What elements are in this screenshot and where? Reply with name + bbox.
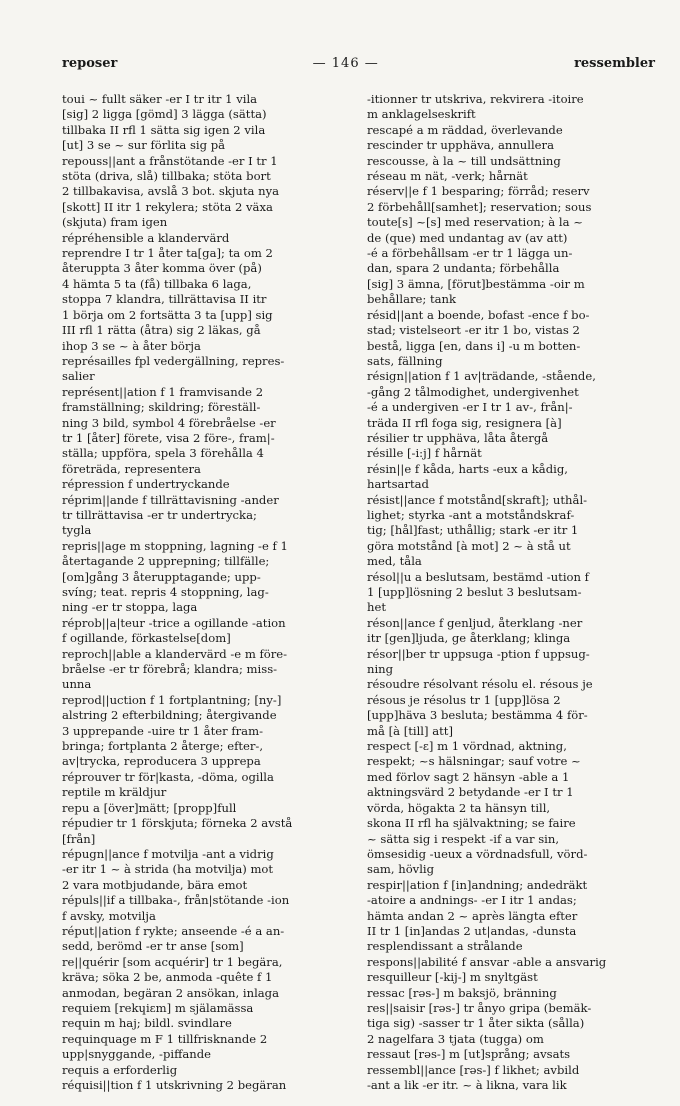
dictionary-line: 4 hämta 5 ta (få) tillbaka 6 laga, [62, 276, 252, 291]
dictionary-line: stad; vistelseort -er itr 1 bo, vistas 2 [367, 323, 580, 338]
dictionary-line: répudier tr 1 förskjuta; förneka 2 avstå [62, 816, 293, 831]
dictionary-line: [från] [62, 831, 96, 846]
dictionary-line: II tr 1 [in]andas 2 ut|andas, -dunsta [367, 923, 577, 938]
dictionary-line: ihop 3 se ~ à åter börja [62, 338, 201, 353]
dictionary-line: 2 tillbakavisa, avslå 3 bot. skjuta nya [62, 184, 280, 199]
dictionary-line: -é a förbehållsam -er tr 1 lägga un- [367, 246, 573, 261]
dictionary-line: bråelse -er tr förebrå; klandra; miss- [62, 662, 278, 677]
dictionary-line: ning -er tr stoppa, laga [62, 600, 198, 615]
dictionary-line: tiga sig) -sasser tr 1 åter sikta (sålla) [367, 1016, 585, 1031]
dictionary-line: résous je résolus tr 1 [upp]lösa 2 [367, 692, 561, 707]
dictionary-line: ställa; uppföra, spela 3 förehålla 4 [62, 446, 264, 461]
dictionary-line: res||saisir [rəs-] tr ånyo gripa (bemäk- [367, 1000, 592, 1015]
dictionary-line: [sig] 2 ligga [gömd] 3 lägga (sätta) [62, 107, 267, 122]
dictionary-line: reproch||able a klandervärd -e m före- [62, 646, 288, 661]
dictionary-line: sedd, berömd -er tr anse [som] [62, 939, 244, 954]
dictionary-line: dan, spara 2 undanta; förbehålla [367, 261, 560, 276]
dictionary-line: ressembl||ance [rəs-] f likhet; avbild [367, 1062, 580, 1077]
dictionary-line: må [à [till] att] [367, 723, 453, 738]
dictionary-line: [skott] II itr 1 rekylera; stöta 2 växa [62, 199, 273, 214]
dictionary-line: rescapé a m räddad, överlevande [367, 122, 563, 137]
dictionary-line: -atoire a andnings- -er I itr 1 andas; [367, 893, 577, 908]
dictionary-line: m anklagelseskrift [367, 107, 476, 122]
left-column [62, 92, 350, 1093]
dictionary-line: aktningsvärd 2 betydande -er I tr 1 [367, 785, 574, 800]
dictionary-line: återuppta 3 åter komma över (på) [62, 261, 262, 276]
dictionary-line: 3 upprepande -uire tr 1 åter fram- [62, 723, 263, 738]
dictionary-line: re||quérir [som acquérir] tr 1 begära, [62, 954, 283, 969]
dictionary-line: ning 3 bild, symbol 4 förebråelse -er [62, 415, 276, 430]
dictionary-line: sats, fällning [367, 353, 443, 368]
dictionary-line: [upp]häva 3 besluta; bestämma 4 för- [367, 708, 588, 723]
dictionary-line: rescousse, à la ~ till undsättning [367, 153, 561, 168]
dictionary-line: stöta (driva, slå) tillbaka; stöta bort [62, 169, 271, 184]
dictionary-line: respir||ation f [in]andning; andedräkt [367, 877, 588, 892]
dictionary-line: stoppa 7 klandra, tillrättavisa II itr [62, 292, 267, 307]
dictionary-line: -er itr 1 ~ à strida (ha motvilja) mot [62, 862, 274, 877]
dictionary-line: réquisi||tion f 1 utskrivning 2 begäran [62, 1078, 287, 1092]
dictionary-line: företräda, representera [62, 461, 201, 476]
dictionary-line: représailles fpl vedergällning, repres- [62, 353, 285, 368]
dictionary-line: -gång 2 tålmodighet, undergivenhet [367, 384, 579, 399]
dictionary-line: III rfl 1 rätta (åtra) sig 2 läkas, gå [62, 323, 261, 338]
dictionary-line: lighet; styrka -ant a motståndskraf- [367, 507, 575, 522]
dictionary-line: tig; [hål]fast; uthållig; stark -er itr 1 [367, 523, 579, 538]
dictionary-line: av|trycka, reproducera 3 upprepa [62, 754, 261, 769]
dictionary-line: répréhensible a klandervärd [62, 230, 230, 245]
dictionary-line: vörda, högakta 2 ta hänsyn till, [367, 800, 551, 815]
dictionary-line: résist||ance f motstånd[skraft]; uthål- [367, 492, 588, 507]
dictionary-line: repouss||ant a frånstötande -er I tr 1 [62, 153, 278, 168]
dictionary-line: réseau m nät, -verk; hårnät [367, 169, 528, 184]
dictionary-line: framställning; skildring; föreställ- [62, 400, 261, 415]
dictionary-line: med förlov sagt 2 hänsyn -able a 1 [367, 769, 570, 784]
dictionary-line: -é a undergiven -er I tr 1 av-, från|- [367, 400, 573, 415]
dictionary-line: toute[s] ~[s] med reservation; à la ~ [367, 215, 583, 230]
dictionary-line: upp|snyggande, -piffande [62, 1047, 212, 1062]
dictionary-line: résign||ation f 1 av|trädande, -stående, [367, 369, 596, 384]
dictionary-line: résor||ber tr uppsuga -ption f uppsug- [367, 646, 590, 661]
header-first-entry: reposer [62, 56, 118, 71]
dictionary-line: résoudre résolvant résolu el. résous je [367, 677, 593, 692]
dictionary-line: repris||age m stoppning, lagning -e f 1 [62, 538, 288, 553]
header-last-entry: ressembler [574, 56, 655, 71]
dictionary-line: réput||ation f rykte; anseende -é a an- [62, 923, 285, 938]
dictionary-line: skona II rfl ha självaktning; se faire [367, 816, 576, 831]
dictionary-line: réprob||a|teur -trice a ogillande -ation [62, 615, 286, 630]
dictionary-line: ~ sätta sig i respekt -if a var sin, [367, 831, 560, 846]
dictionary-line: requin m haj; bildl. svindlare [62, 1016, 232, 1031]
dictionary-line: ömsesidig -ueux a vördnadsfull, vörd- [367, 846, 588, 861]
dictionary-line: bestå, ligga [en, dans i] -u m botten- [367, 338, 581, 353]
dictionary-line: [sig] 3 ämna, [förut]bestämma -oir m [367, 276, 585, 291]
dictionary-line: ning [367, 662, 394, 677]
dictionary-line: -itionner tr utskriva, rekvirera -itoire [367, 92, 584, 106]
dictionary-line: unna [62, 677, 92, 692]
dictionary-line: ressaut [rəs-] m [ut]språng; avsats [367, 1047, 571, 1062]
dictionary-line: itr [gen]ljuda, ge återklang; klinga [367, 631, 571, 646]
dictionary-line: resquilleur [-kij-] m snyltgäst [367, 970, 538, 985]
dictionary-line: réson||ance f genljud, återklang -ner [367, 615, 583, 630]
dictionary-line: respekt; ~s hälsningar; sauf votre ~ [367, 754, 581, 769]
dictionary-line: rescinder tr upphäva, annullera [367, 138, 554, 153]
dictionary-line: résin||e f kåda, harts -eux a kådig, [367, 461, 568, 476]
dictionary-line: 1 börja om 2 fortsätta 3 ta [upp] sig [62, 307, 273, 322]
dictionary-line: toui ~ fullt säker -er I tr itr 1 vila [62, 92, 258, 106]
dictionary-line: résilier tr upphäva, låta återgå [367, 430, 549, 445]
dictionary-line: het [367, 600, 386, 615]
dictionary-line: f ogillande, förkastelse[dom] [62, 631, 231, 646]
dictionary-line: requiem [rekɥiɛm] m själamässa [62, 1000, 254, 1015]
dictionary-line: salier [62, 369, 95, 384]
dictionary-line: göra motstånd [à mot] 2 ~ à stå ut [367, 538, 571, 553]
dictionary-line: resplendissant a strålande [367, 939, 523, 954]
dictionary-line: réprouver tr för|kasta, -döma, ogilla [62, 769, 274, 784]
dictionary-line: hämta andan 2 ~ après längta efter [367, 908, 578, 923]
dictionary-line: de (que) med undantag av (av att) [367, 230, 568, 245]
page-header [62, 56, 655, 76]
dictionary-line: hartsartad [367, 477, 429, 492]
right-column [367, 92, 655, 1093]
dictionary-line: répuls||if a tillbaka-, från|stötande -ion [62, 893, 290, 908]
dictionary-line: résol||u a beslutsam, bestämd -ution f [367, 569, 589, 584]
dictionary-line: [ut] 3 se ~ sur förlita sig på [62, 138, 226, 153]
dictionary-line: anmodan, begäran 2 ansökan, inlaga [62, 985, 280, 1000]
dictionary-line: reprendre I tr 1 åter ta[ga]; ta om 2 [62, 246, 273, 261]
dictionary-line: tr tillrättavisa -er tr undertrycka; [62, 507, 257, 522]
dictionary-line: f avsky, motvilja [62, 908, 156, 923]
dictionary-line: représent||ation f 1 framvisande 2 [62, 384, 264, 399]
dictionary-line: tygla [62, 523, 92, 538]
dictionary-line: 2 vara motbjudande, bära emot [62, 877, 248, 892]
dictionary-line: träda II rfl foga sig, resignera [à] [367, 415, 562, 430]
dictionary-line: [om]gång 3 återupptagande; upp- [62, 569, 261, 584]
dictionary-line: requis a erforderlig [62, 1062, 178, 1077]
dictionary-line: (skjuta) fram igen [62, 215, 168, 230]
dictionary-line: résille [-i:j] f hårnät [367, 446, 482, 461]
dictionary-line: réprim||ande f tillrättavisning -ander [62, 492, 279, 507]
page-number: — 146 — [312, 56, 379, 71]
dictionary-line: respons||abilité f ansvar -able a ansvarig [367, 954, 607, 969]
dictionary-line: återtagande 2 upprepning; tillfälle; [62, 554, 270, 569]
dictionary-line: med, tåla [367, 554, 422, 569]
dictionary-line: behållare; tank [367, 292, 457, 307]
dictionary-line: tillbaka II rfl 1 sätta sig igen 2 vila [62, 122, 266, 137]
dictionary-line: kräva; söka 2 be, anmoda -quête f 1 [62, 970, 273, 985]
dictionary-line: tr 1 [åter] företе, visa 2 före-, fram|- [62, 430, 275, 445]
dictionary-line: requinquage m F 1 tillfrisknande 2 [62, 1031, 268, 1046]
dictionary-line: respect [-ɛ] m 1 vördnad, aktning, [367, 739, 567, 754]
dictionary-line: alstring 2 efterbildning; återgivande [62, 708, 277, 723]
dictionary-line: sam, hövlig [367, 862, 435, 877]
dictionary-line: reptile m kräldjur [62, 785, 167, 800]
dictionary-line: résid||ant a boende, bofast -ence f bo- [367, 307, 590, 322]
dictionary-line: répression f undertryckande [62, 477, 230, 492]
dictionary-line: ressac [rəs-] m baksjö, bränning [367, 985, 557, 1000]
dictionary-line: réserv||e f 1 besparing; förråd; reserv [367, 184, 590, 199]
dictionary-line: 2 nagelfara 3 tjata (tugga) om [367, 1031, 544, 1046]
dictionary-line: svíng; teat. repris 4 stoppning, lag- [62, 585, 269, 599]
dictionary-line: 2 förbehåll[samhet]; reservation; sous [367, 199, 592, 214]
dictionary-line: 1 [upp]lösning 2 beslut 3 beslutsam- [367, 585, 582, 599]
dictionary-line: -ant a lik -er itr. ~ à likna, vara lik [367, 1078, 567, 1092]
dictionary-line: repu a [över]mätt; [propp]full [62, 800, 237, 815]
dictionary-line: répugn||ance f motvilja -ant a vidrig [62, 846, 274, 861]
dictionary-line: reprod||uction f 1 fortplantning; [ny-] [62, 692, 282, 707]
dictionary-line: bringa; fortplanta 2 återge; efter-, [62, 739, 264, 754]
